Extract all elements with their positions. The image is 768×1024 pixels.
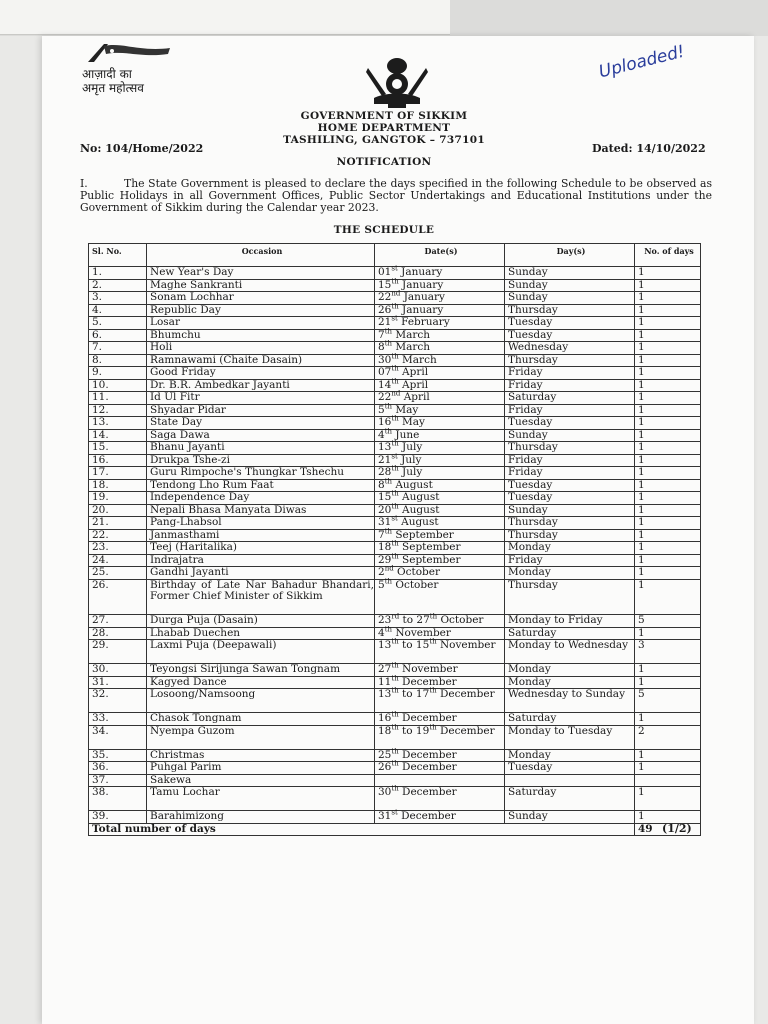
sl-no-cell: 11. xyxy=(89,392,147,405)
sl-no-cell: 21. xyxy=(89,517,147,530)
column-header-occasion: Occasion xyxy=(147,244,375,267)
sl-no-cell: 13. xyxy=(89,417,147,430)
occasion-cell: Losoong/Namsoong xyxy=(147,689,375,713)
occasion-cell: Kagyed Dance xyxy=(147,676,375,689)
occasion-cell: New Year's Day xyxy=(147,267,375,280)
sl-no-cell: 14. xyxy=(89,429,147,442)
day-cell: Tuesday xyxy=(505,417,635,430)
occasion-cell: Ramnawami (Chaite Dasain) xyxy=(147,354,375,367)
sl-no-cell: 36. xyxy=(89,762,147,775)
logo-text-line2: अमृत महोत्सव xyxy=(82,81,144,95)
table-body xyxy=(89,264,701,824)
sl-no-cell: 34. xyxy=(89,725,147,749)
days-count-cell: 1 xyxy=(635,492,701,505)
occasion-cell: State Day xyxy=(147,417,375,430)
date-cell: 8th August xyxy=(375,479,505,492)
sl-no-cell: 16. xyxy=(89,454,147,467)
days-count-cell: 1 xyxy=(635,317,701,330)
sl-no-cell: 22. xyxy=(89,529,147,542)
days-count-cell: 1 xyxy=(635,504,701,517)
day-cell: Monday xyxy=(505,676,635,689)
sl-no-cell: 6. xyxy=(89,329,147,342)
days-count-cell: 1 xyxy=(635,787,701,811)
date-cell: 16th December xyxy=(375,713,505,726)
header-address: TASHILING, GANGTOK – 737101 xyxy=(283,134,485,146)
date-cell: 25th December xyxy=(375,749,505,762)
date-cell: 7th March xyxy=(375,329,505,342)
days-count-cell: 5 xyxy=(635,689,701,713)
date-cell: 23rd to 27th October xyxy=(375,615,505,628)
column-header-dates: Date(s) xyxy=(375,244,505,267)
day-cell: Thursday xyxy=(505,517,635,530)
notification-title: NOTIFICATION xyxy=(336,156,432,168)
days-count-cell: 1 xyxy=(635,379,701,392)
date-cell: 5th October xyxy=(375,579,505,615)
occasion-cell: Bhumchu xyxy=(147,329,375,342)
day-cell: Monday xyxy=(505,567,635,580)
date-cell: 8th March xyxy=(375,342,505,355)
sl-no-cell: 19. xyxy=(89,492,147,505)
underlying-paper-edge xyxy=(0,0,450,35)
days-count-cell: 1 xyxy=(635,329,701,342)
days-count-cell: 1 xyxy=(635,392,701,405)
days-count-cell: 1 xyxy=(635,279,701,292)
days-count-cell: 1 xyxy=(635,529,701,542)
date-cell: 20th August xyxy=(375,504,505,517)
occasion-cell: Sakewa xyxy=(147,774,375,787)
day-cell: Sunday xyxy=(505,292,635,305)
occasion-cell: Saga Dawa xyxy=(147,429,375,442)
days-count-cell: 1 xyxy=(635,664,701,677)
occasion-cell: Maghe Sankranti xyxy=(147,279,375,292)
column-header-sl-no: Sl. No. xyxy=(89,244,147,267)
sl-no-cell: 28. xyxy=(89,627,147,640)
date-cell: 18th to 19th December xyxy=(375,725,505,749)
days-count-cell: 1 xyxy=(635,542,701,555)
day-cell: Monday to Friday xyxy=(505,615,635,628)
sl-no-cell: 2. xyxy=(89,279,147,292)
date-cell: 18th September xyxy=(375,542,505,555)
date-cell: 27th November xyxy=(375,664,505,677)
column-header-days: Day(s) xyxy=(505,244,635,267)
days-count-cell: 1 xyxy=(635,762,701,775)
table-row xyxy=(89,329,701,342)
occasion-cell: Bhanu Jayanti xyxy=(147,442,375,455)
sl-no-cell: 24. xyxy=(89,554,147,567)
notification-paragraph xyxy=(80,178,712,214)
sl-no-cell: 29. xyxy=(89,640,147,664)
date-cell: 16th May xyxy=(375,417,505,430)
day-cell: Monday xyxy=(505,664,635,677)
day-cell: Sunday xyxy=(505,504,635,517)
date-cell: 30th March xyxy=(375,354,505,367)
azadi-ka-amrit-mahotsav-logo xyxy=(72,42,182,104)
sl-no-cell: 3. xyxy=(89,292,147,305)
day-cell: Saturday xyxy=(505,627,635,640)
occasion-cell: Laxmi Puja (Deepawali) xyxy=(147,640,375,664)
sl-no-cell: 39. xyxy=(89,811,147,824)
occasion-cell: Durga Puja (Dasain) xyxy=(147,615,375,628)
days-count-cell: 1 xyxy=(635,267,701,280)
occasion-cell: Pang-Lhabsol xyxy=(147,517,375,530)
table-row xyxy=(89,689,701,713)
days-count-cell: 1 xyxy=(635,579,701,615)
date-cell: 31st December xyxy=(375,811,505,824)
table-row xyxy=(89,317,701,330)
table-row xyxy=(89,787,701,811)
day-cell: Tuesday xyxy=(505,479,635,492)
date-cell: 30th December xyxy=(375,787,505,811)
date-cell: 01st January xyxy=(375,267,505,280)
occasion-cell: Guru Rimpoche's Thungkar Tshechu xyxy=(147,467,375,480)
sl-no-cell: 30. xyxy=(89,664,147,677)
day-cell: Tuesday xyxy=(505,317,635,330)
days-count-cell: 1 xyxy=(635,517,701,530)
occasion-cell: Losar xyxy=(147,317,375,330)
day-cell: Friday xyxy=(505,379,635,392)
occasion-cell: Dr. B.R. Ambedkar Jayanti xyxy=(147,379,375,392)
date-cell: 26th January xyxy=(375,304,505,317)
sl-no-cell: 8. xyxy=(89,354,147,367)
days-count-cell: 1 xyxy=(635,467,701,480)
day-cell: Monday to Wednesday xyxy=(505,640,635,664)
page-number: (1/2) xyxy=(662,822,692,835)
occasion-cell: Gandhi Jayanti xyxy=(147,567,375,580)
date-cell: 26th December xyxy=(375,762,505,775)
date-cell: 13th to 15th November xyxy=(375,640,505,664)
day-cell: Thursday xyxy=(505,529,635,542)
days-count-cell: 1 xyxy=(635,417,701,430)
day-cell: Monday xyxy=(505,749,635,762)
date-cell: 22nd January xyxy=(375,292,505,305)
sl-no-cell: 4. xyxy=(89,304,147,317)
date-cell: 2nd October xyxy=(375,567,505,580)
day-cell xyxy=(505,774,635,787)
column-header-no-of-days: No. of days xyxy=(635,244,701,267)
table-row xyxy=(89,417,701,430)
sl-no-cell: 32. xyxy=(89,689,147,713)
day-cell: Friday xyxy=(505,454,635,467)
sl-no-cell: 12. xyxy=(89,404,147,417)
date-cell: 13th to 17th December xyxy=(375,689,505,713)
date-cell: 31st August xyxy=(375,517,505,530)
days-count-cell: 1 xyxy=(635,554,701,567)
sl-no-cell: 15. xyxy=(89,442,147,455)
sl-no-cell: 31. xyxy=(89,676,147,689)
day-cell: Thursday xyxy=(505,579,635,615)
occasion-cell: Shyadar Pidar xyxy=(147,404,375,417)
date-cell: 07th April xyxy=(375,367,505,380)
days-count-cell xyxy=(635,774,701,787)
day-cell: Saturday xyxy=(505,392,635,405)
amrit-mahotsav-flag-icon xyxy=(82,42,174,64)
date-cell: 28th July xyxy=(375,467,505,480)
date-cell: 14th April xyxy=(375,379,505,392)
occasion-cell: Teyongsi Sirijunga Sawan Tongnam xyxy=(147,664,375,677)
total-value: 49 xyxy=(635,823,701,836)
table-row xyxy=(89,725,701,749)
handwritten-uploaded-note: Uploaded! xyxy=(596,41,687,83)
day-cell: Friday xyxy=(505,367,635,380)
sl-no-cell: 7. xyxy=(89,342,147,355)
date-cell: 29th September xyxy=(375,554,505,567)
day-cell: Thursday xyxy=(505,354,635,367)
table-row xyxy=(89,762,701,775)
occasion-cell: Id Ul Fitr xyxy=(147,392,375,405)
days-count-cell: 1 xyxy=(635,442,701,455)
holiday-schedule-table xyxy=(88,243,701,836)
date-cell: 15th August xyxy=(375,492,505,505)
occasion-cell: Republic Day xyxy=(147,304,375,317)
occasion-cell: Tendong Lho Rum Faat xyxy=(147,479,375,492)
date-cell: 21st February xyxy=(375,317,505,330)
day-cell: Sunday xyxy=(505,429,635,442)
sl-no-cell: 37. xyxy=(89,774,147,787)
table-row xyxy=(89,640,701,664)
day-cell: Saturday xyxy=(505,713,635,726)
date-cell: 15th January xyxy=(375,279,505,292)
total-label: Total number of days xyxy=(89,823,635,836)
day-cell: Sunday xyxy=(505,267,635,280)
days-count-cell: 1 xyxy=(635,713,701,726)
day-cell: Tuesday xyxy=(505,762,635,775)
sl-no-cell: 1. xyxy=(89,267,147,280)
days-count-cell: 1 xyxy=(635,811,701,824)
notification-date: Dated: 14/10/2022 xyxy=(592,142,706,155)
occasion-cell: Independence Day xyxy=(147,492,375,505)
logo-text-line1: आज़ादी का xyxy=(82,67,132,81)
reference-number: No: 104/Home/2022 xyxy=(80,142,204,155)
day-cell: Sunday xyxy=(505,279,635,292)
paragraph-number: I. xyxy=(80,177,88,190)
days-count-cell: 1 xyxy=(635,567,701,580)
header-department: HOME DEPARTMENT xyxy=(317,122,451,134)
days-count-cell: 1 xyxy=(635,367,701,380)
date-cell: 5th May xyxy=(375,404,505,417)
table-row xyxy=(89,392,701,405)
days-count-cell: 1 xyxy=(635,342,701,355)
day-cell: Thursday xyxy=(505,442,635,455)
date-cell: 21st July xyxy=(375,454,505,467)
day-cell: Tuesday xyxy=(505,329,635,342)
table-row xyxy=(89,811,701,824)
occasion-cell: Teej (Haritalika) xyxy=(147,542,375,555)
occasion-cell: Janmasthami xyxy=(147,529,375,542)
day-cell: Wednesday xyxy=(505,342,635,355)
sl-no-cell: 27. xyxy=(89,615,147,628)
table-row xyxy=(89,554,701,567)
date-cell: 11th December xyxy=(375,676,505,689)
occasion-cell: Barahimizong xyxy=(147,811,375,824)
days-count-cell: 1 xyxy=(635,676,701,689)
occasion-cell: Indrajatra xyxy=(147,554,375,567)
sikkim-emblem-icon xyxy=(362,54,432,110)
table-row xyxy=(89,567,701,580)
paragraph-text: The State Government is pleased to declare the days specified in the following Schedule to be observed as Public Holidays in all Government Offices, Public Sector Undertakings and Educational Institutions under the Government of Sikkim during the Calendar year 2023. xyxy=(80,177,712,214)
days-count-cell: 1 xyxy=(635,404,701,417)
days-count-cell: 1 xyxy=(635,749,701,762)
days-count-cell: 1 xyxy=(635,354,701,367)
occasion-cell: Nyempa Guzom xyxy=(147,725,375,749)
occasion-cell: Birthday of Late Nar Bahadur Bhandari, Former Chief Minister of Sikkim xyxy=(147,579,375,615)
occasion-cell: Sonam Lochhar xyxy=(147,292,375,305)
occasion-cell: Puhgal Parim xyxy=(147,762,375,775)
date-cell: 13th July xyxy=(375,442,505,455)
day-cell: Saturday xyxy=(505,787,635,811)
date-cell: 22nd April xyxy=(375,392,505,405)
day-cell: Sunday xyxy=(505,811,635,824)
occasion-cell: Nepali Bhasa Manyata Diwas xyxy=(147,504,375,517)
days-count-cell: 1 xyxy=(635,429,701,442)
table-row xyxy=(89,579,701,615)
days-count-cell: 1 xyxy=(635,304,701,317)
day-cell: Monday xyxy=(505,542,635,555)
sl-no-cell: 38. xyxy=(89,787,147,811)
day-cell: Friday xyxy=(505,404,635,417)
day-cell: Tuesday xyxy=(505,492,635,505)
days-count-cell: 1 xyxy=(635,454,701,467)
days-count-cell: 1 xyxy=(635,627,701,640)
days-count-cell: 2 xyxy=(635,725,701,749)
day-cell: Thursday xyxy=(505,304,635,317)
header-government: GOVERNMENT OF SIKKIM xyxy=(300,110,468,122)
occasion-cell: Good Friday xyxy=(147,367,375,380)
day-cell: Friday xyxy=(505,554,635,567)
date-cell: 4th November xyxy=(375,627,505,640)
occasion-cell: Drukpa Tshe-zi xyxy=(147,454,375,467)
occasion-cell: Lhabab Duechen xyxy=(147,627,375,640)
occasion-cell: Tamu Lochar xyxy=(147,787,375,811)
sl-no-cell: 5. xyxy=(89,317,147,330)
date-cell: 7th September xyxy=(375,529,505,542)
sl-no-cell: 18. xyxy=(89,479,147,492)
sl-no-cell: 23. xyxy=(89,542,147,555)
sl-no-cell: 26. xyxy=(89,579,147,615)
sl-no-cell: 9. xyxy=(89,367,147,380)
occasion-cell: Chasok Tongnam xyxy=(147,713,375,726)
sl-no-cell: 25. xyxy=(89,567,147,580)
table-row xyxy=(89,517,701,530)
days-count-cell: 1 xyxy=(635,292,701,305)
sl-no-cell: 10. xyxy=(89,379,147,392)
sl-no-cell: 35. xyxy=(89,749,147,762)
days-count-cell: 1 xyxy=(635,479,701,492)
day-cell: Wednesday to Sunday xyxy=(505,689,635,713)
days-count-cell: 3 xyxy=(635,640,701,664)
sl-no-cell: 20. xyxy=(89,504,147,517)
sl-no-cell: 17. xyxy=(89,467,147,480)
occasion-cell: Holi xyxy=(147,342,375,355)
total-row xyxy=(89,823,701,836)
days-count-cell: 5 xyxy=(635,615,701,628)
sl-no-cell: 33. xyxy=(89,713,147,726)
day-cell: Monday to Tuesday xyxy=(505,725,635,749)
occasion-cell: Christmas xyxy=(147,749,375,762)
schedule-title: THE SCHEDULE xyxy=(333,224,435,236)
day-cell: Friday xyxy=(505,467,635,480)
table-row xyxy=(89,467,701,480)
table-header-row xyxy=(89,244,701,267)
table-row xyxy=(89,615,701,628)
date-cell: 4th June xyxy=(375,429,505,442)
